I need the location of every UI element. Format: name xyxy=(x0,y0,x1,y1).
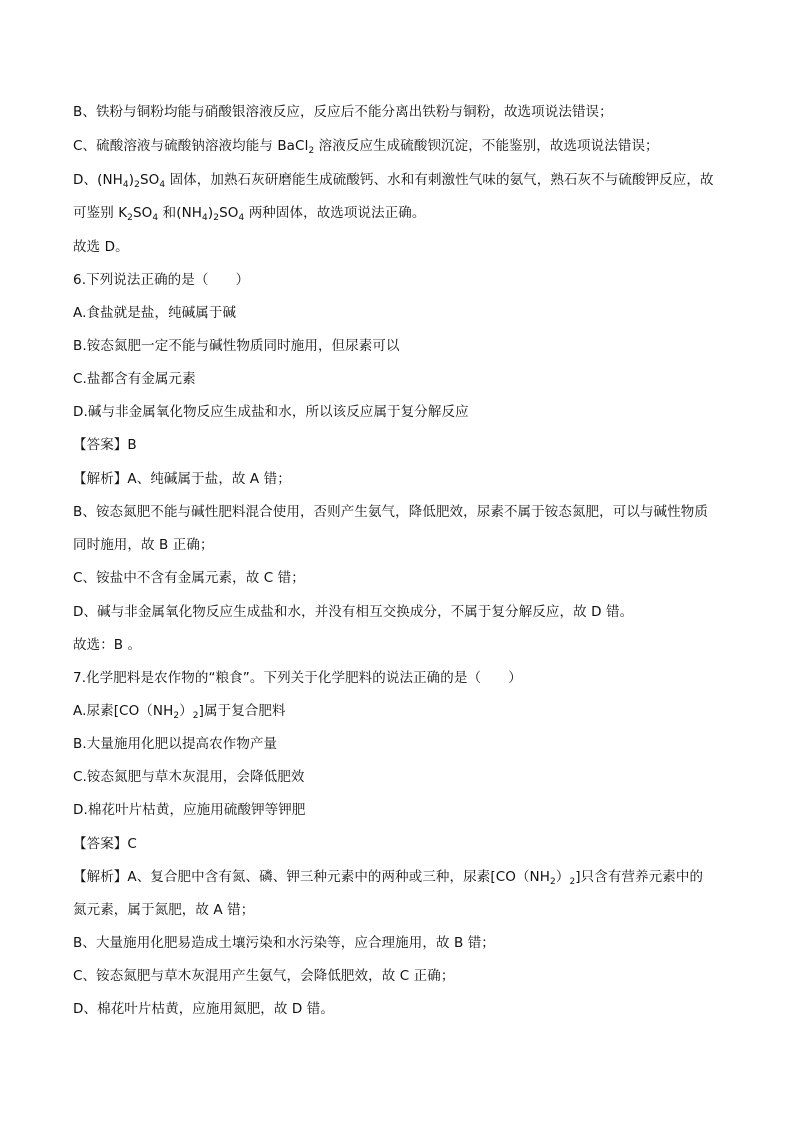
q6-answer: 【答案】B xyxy=(73,437,137,453)
q6-conclusion: 故选：B 。 xyxy=(73,637,142,653)
q6-option-d: D.碱与非金属氧化物反应生成盐和水，所以该反应属于复分解反应 xyxy=(73,404,469,420)
q7-analysis-b: B、大量施用化肥易造成土壤污染和水污染等，应合理施用，故 B 错； xyxy=(73,935,495,951)
q5-analysis-b: B、铁粉与铜粉均能与硝酸银溶液反应，反应后不能分离出铁粉与铜粉，故选项说法错误； xyxy=(73,104,613,120)
q7-option-c: C.铵态氮肥与草木灰混用，会降低肥效 xyxy=(73,769,305,785)
q6-option-b: B.铵态氮肥一定不能与碱性物质同时施用，但尿素可以 xyxy=(73,338,400,354)
q5-analysis-d-line1: D、$(NH_4)_2SO_4$ 固体，加熟石灰研磨能生成硫酸钙、水和有刺激性气味的氨气，熟石灰不与硫酸钾反应，故 xyxy=(73,172,714,190)
q7-option-d: D.棉花叶片枯黄，应施用硫酸钾等钾肥 xyxy=(73,802,306,818)
q6-analysis-a: 【解析】A、纯碱属于盐，故 A 错； xyxy=(73,471,291,487)
q5-analysis-c: C、硫酸溶液与硫酸钠溶液均能与 BaCl$_2$ 溶液反应生成硫酸钡沉淀，不能鉴别，故选项说法错误； xyxy=(73,138,659,156)
q6-analysis-d: D、碱与非金属氧化物反应生成盐和水，并没有相互交换成分，不属于复分解反应，故 D 错。 xyxy=(73,604,634,620)
q7-analysis-c: C、铵态氮肥与草木灰混用产生氨气，会降低肥效，故 C 正确； xyxy=(73,968,455,984)
q7-analysis-d: D、棉花叶片枯黄，应施用氮肥，故 D 错。 xyxy=(73,1001,334,1017)
q6-analysis-b-line1: B、铵态氮肥不能与碱性肥料混合使用，否则产生氨气，降低肥效，尿素不属于铵态氮肥，可以与碱性物质 xyxy=(73,504,708,520)
q6-stem: 6.下列说法正确的是（ ） xyxy=(73,272,250,288)
q6-option-a: A.食盐就是盐，纯碱属于碱 xyxy=(73,305,237,321)
q5-analysis-d-line2: 可鉴别 $K_2SO_4$ 和$(NH_4)_2SO_4$ 两种固体，故选项说法正确。 xyxy=(73,205,426,223)
q6-option-c: C.盐都含有金属元素 xyxy=(73,371,196,387)
q5-conclusion: 故选 D。 xyxy=(73,239,129,255)
q7-analysis-a-line1: 【解析】A、复合肥中含有氮、磷、钾三种元素中的两种或三种，尿素$[CO(NH_2)_2]$只含有营养元素中的 xyxy=(73,869,704,887)
q7-answer: 【答案】C xyxy=(73,836,137,852)
q6-analysis-c: C、铵盐中不含有金属元素，故 C 错； xyxy=(73,570,305,586)
q7-option-a: A.尿素$[CO(NH_2)_2]$属于复合肥料 xyxy=(73,703,286,721)
q7-analysis-a-line2: 氮元素，属于氮肥，故 A 错； xyxy=(73,902,255,918)
q7-option-b: B.大量施用化肥以提高农作物产量 xyxy=(73,736,278,752)
q7-stem: 7.化学肥料是农作物的“粮食”。下列关于化学肥料的说法正确的是（ ） xyxy=(73,670,522,686)
q6-analysis-b-line2: 同时施用，故 B 正确； xyxy=(73,537,214,553)
